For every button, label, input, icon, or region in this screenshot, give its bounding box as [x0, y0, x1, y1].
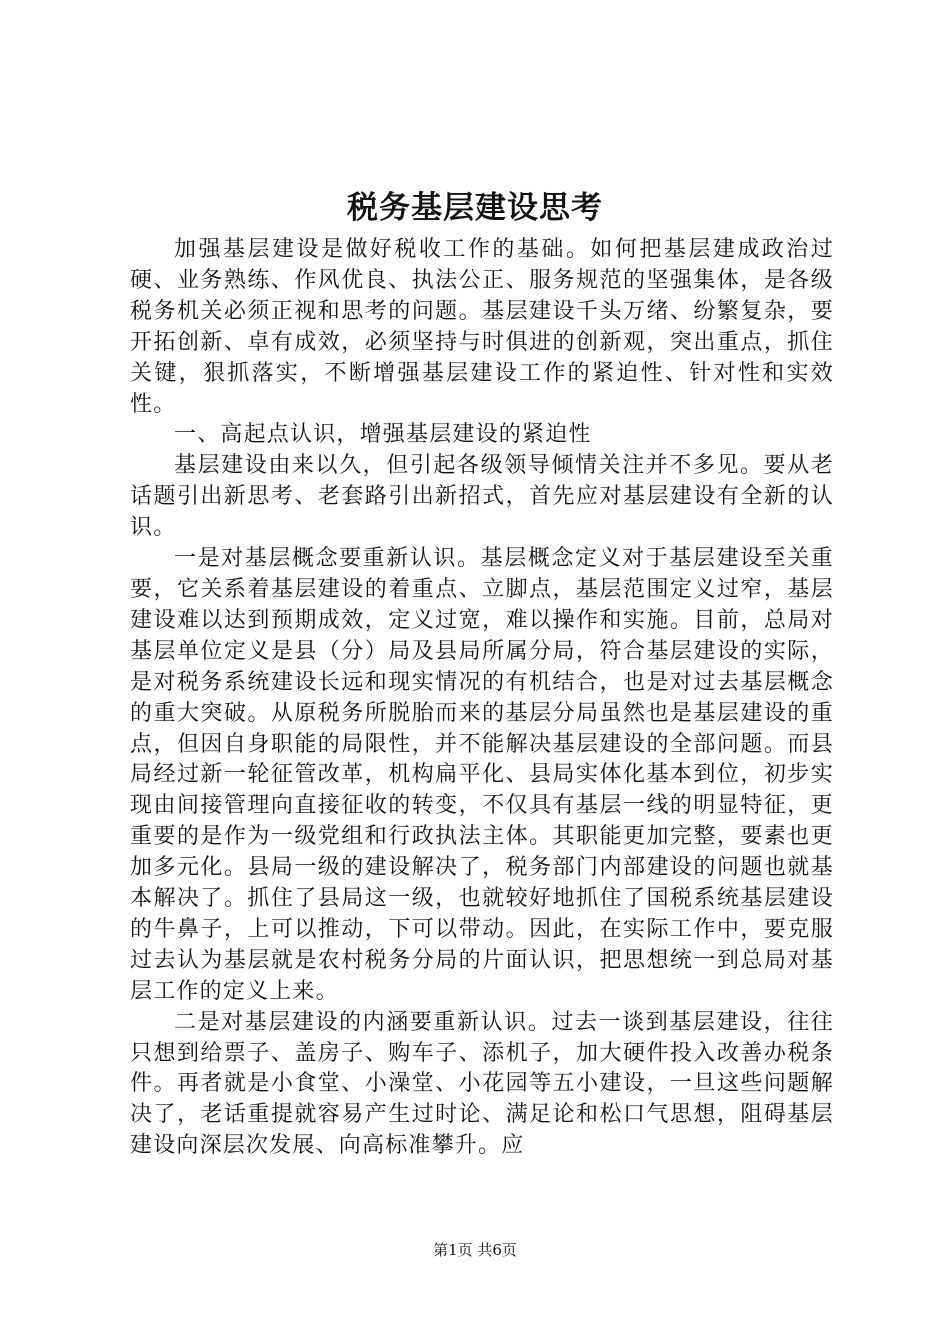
document-body	[130, 235, 834, 1162]
paragraph-point-2: 二是对基层建设的内涵要重新认识。过去一谈到基层建设，往往只想到给票子、盖房子、购车子、添机子，加大硬件投入改善办税条件。再者就是小食堂、小澡堂、小花园等五小建设，一旦这些问题解决了，老话重提就容易产生过时论、满足论和松口气思想，阻碍基层建设向深层次发展、向高标准攀升。应	[130, 1009, 834, 1159]
section-heading-1: 一、高起点认识，增强基层建设的紧迫性	[174, 422, 592, 448]
document-title: 税务基层建设思考	[347, 190, 603, 226]
paragraph-point-1: 一是对基层概念要重新认识。基层概念定义对于基层建设至关重要，它关系着基层建设的着重点、立脚点，基层范围定义过窄，基层建设难以达到预期成效，定义过宽，难以操作和实施。目前，总局对基层单位定义是县（分）局及县局所属分局，符合基层建设的实际，是对税务系统建设长远和现实情况的有机结合，也是对过去基层概念的重大突破。从原税务所脱胎而来的基层分局虽然也是基层建设的重点，但因自身职能的局限性，并不能解决基层建设的全部问题。而县局经过新一轮征管改革，机构扁平化、县局实体化基本到位，初步实现由间接管理向直接征收的转变，不仅具有基层一线的明显特征，更重要的是作为一级党组和行政执法主体。其职能更加完整，要素也更加多元化。县局一级的建设解决了，税务部门内部建设的问题也就基本解决了。抓住了县局这一级，也就较好地抓住了国税系统基层建设的牛鼻子，上可以推动，下可以带动。因此，在实际工作中，要克服过去认为基层就是农村税务分局的片面认识，把思想统一到总局对基层工作的定义上来。	[130, 546, 834, 1004]
paragraph-intro: 加强基层建设是做好税收工作的基础。如何把基层建成政治过硬、业务熟练、作风优良、执法公正、服务规范的坚强集体，是各级税务机关必须正视和思考的问题。基层建设千头万绪、纷繁复杂，要开拓创新、卓有成效，必须坚持与时俱进的创新观，突出重点，抓住关键，狠抓落实，不断增强基层建设工作的紧迫性、针对性和实效性。	[130, 237, 834, 417]
paragraph-section-1-intro: 基层建设由来以久，但引起各级领导倾情关注并不多见。要从老话题引出新思考、老套路引出新招式，首先应对基层建设有全新的认识。	[130, 453, 834, 541]
page-number-footer: 第1页 共6页	[433, 1241, 517, 1259]
